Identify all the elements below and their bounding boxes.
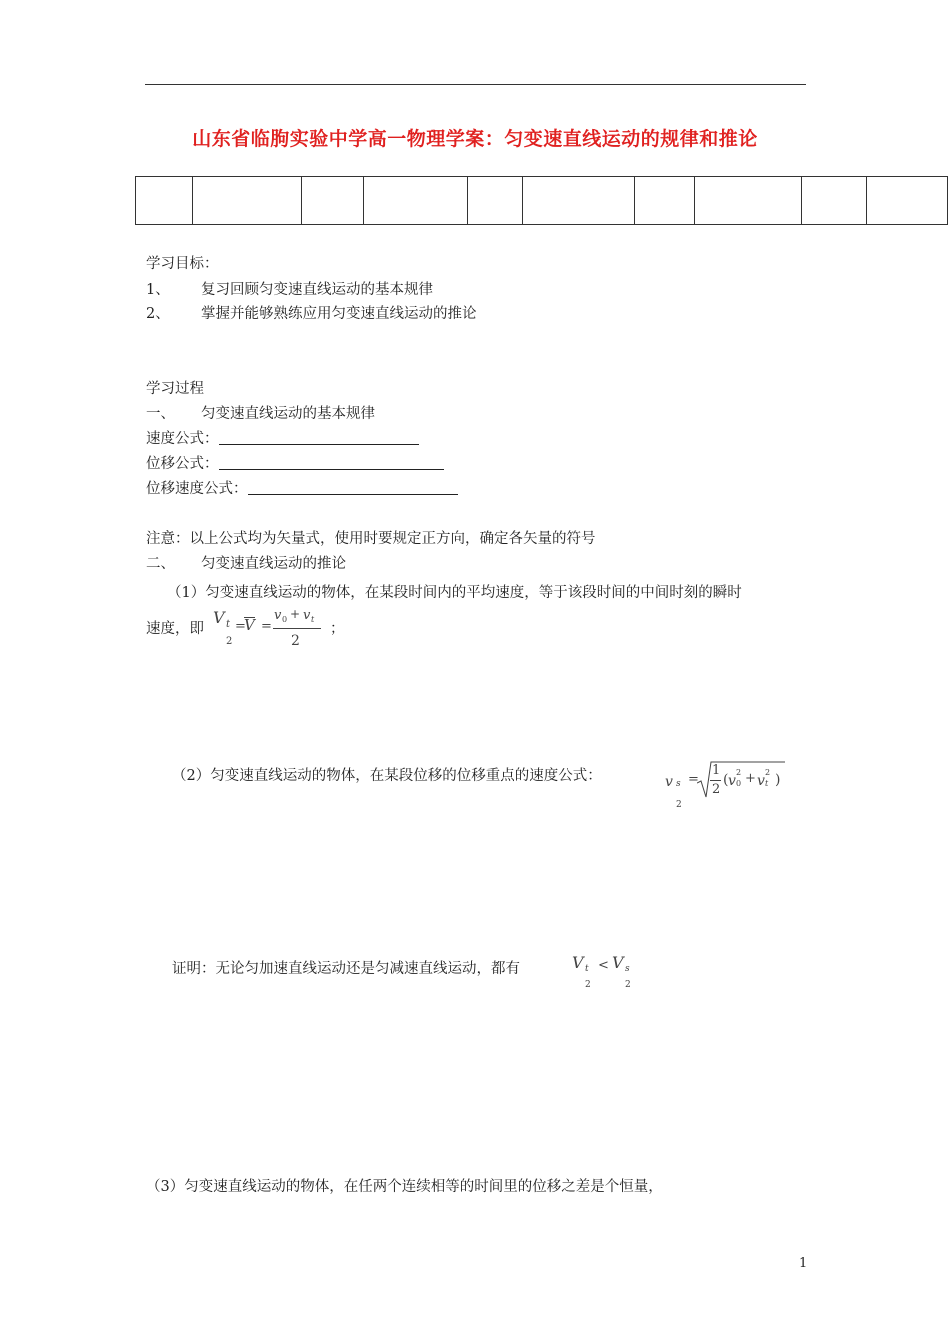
formula-symbol: 2 bbox=[291, 633, 300, 649]
formula-symbol: v bbox=[303, 608, 311, 623]
table-row bbox=[136, 177, 948, 225]
table-cell bbox=[694, 177, 801, 225]
table-cell bbox=[468, 177, 522, 225]
formula-subscript: t bbox=[311, 615, 315, 624]
velocity-formula-label: 速度公式： bbox=[146, 431, 219, 447]
formula-symbol: V bbox=[612, 953, 624, 972]
formula-subscript: 0 bbox=[736, 779, 742, 788]
proof-text: 证明：无论匀加速直线运动还是匀减速直线运动，都有 bbox=[172, 961, 520, 977]
midpoint-velocity-formula bbox=[664, 757, 789, 813]
section-title: 匀变速直线运动的基本规律 bbox=[201, 406, 375, 422]
formula-subscript: s bbox=[625, 964, 630, 974]
formula-subscript: 2 bbox=[585, 980, 591, 990]
formula-symbol: ) bbox=[775, 772, 781, 788]
formula-superscript: 2 bbox=[765, 768, 771, 777]
formula-subscript: t bbox=[765, 779, 769, 788]
formula-subscript: 2 bbox=[625, 980, 631, 990]
formula-symbol: + bbox=[745, 771, 756, 786]
process-heading: 学习过程 bbox=[146, 381, 204, 397]
displacement-formula-label: 位移公式： bbox=[146, 456, 219, 472]
disp-vel-formula-blank[interactable] bbox=[248, 480, 458, 495]
objective-number: 2、 bbox=[146, 306, 170, 322]
item1-label: 速度，即 bbox=[146, 621, 204, 637]
item1-text: （1）匀变速直线运动的物体，在某段时间内的平均速度，等于该段时间的中间时刻的瞬时 bbox=[167, 585, 742, 601]
formula-subscript: s bbox=[676, 779, 681, 789]
table-cell bbox=[136, 177, 193, 225]
section-number: 二、 bbox=[146, 556, 175, 572]
disp-vel-formula-row bbox=[146, 480, 458, 498]
formula-symbol: = bbox=[261, 619, 272, 634]
page-number: 1 bbox=[799, 1256, 808, 1271]
formula-symbol: v bbox=[728, 773, 736, 789]
table-cell bbox=[193, 177, 302, 225]
formula-symbol: ( bbox=[723, 772, 729, 788]
formula-symbol: V bbox=[244, 616, 255, 634]
formula-symbol: V bbox=[213, 608, 225, 627]
objective-number: 1、 bbox=[146, 282, 170, 298]
objectives-heading: 学习目标： bbox=[146, 256, 219, 272]
formula-subscript: t bbox=[585, 964, 589, 974]
table-cell bbox=[364, 177, 468, 225]
formula-symbol: < bbox=[598, 958, 609, 973]
objective-text: 掌握并能够熟练应用匀变速直线运动的推论 bbox=[201, 306, 477, 322]
fraction-bar bbox=[273, 628, 321, 629]
page-title: 山东省临朐实验中学高一物理学案：匀变速直线运动的规律和推论 bbox=[192, 128, 758, 150]
formula-symbol: 1 bbox=[712, 763, 721, 778]
table-cell bbox=[635, 177, 694, 225]
formula-symbol: = bbox=[688, 772, 699, 787]
velocity-comparison-formula bbox=[571, 953, 641, 993]
formula-subscript: 2 bbox=[676, 800, 682, 810]
formula-symbol: V bbox=[572, 953, 584, 972]
formula-subscript: 2 bbox=[226, 636, 233, 647]
header-rule bbox=[145, 84, 806, 85]
item3-text: （3）匀变速直线运动的物体，在任两个连续相等的时间里的位移之差是个恒量， bbox=[146, 1179, 663, 1195]
section-number: 一、 bbox=[146, 406, 175, 422]
displacement-formula-row bbox=[146, 455, 444, 473]
velocity-formula-row bbox=[146, 430, 419, 448]
formula-symbol: v bbox=[665, 774, 673, 790]
formula-symbol: + bbox=[290, 607, 301, 621]
formula-symbol: = bbox=[235, 619, 246, 634]
item2-text: （2）匀变速直线运动的物体，在某段位移的位移重点的速度公式： bbox=[172, 768, 602, 784]
disp-vel-formula-label: 位移速度公式： bbox=[146, 481, 248, 497]
formula-superscript: 2 bbox=[736, 768, 742, 777]
table-cell bbox=[522, 177, 635, 225]
info-table bbox=[135, 176, 948, 225]
table-cell bbox=[866, 177, 947, 225]
fraction-bar bbox=[710, 780, 721, 781]
formula-symbol: v bbox=[757, 773, 765, 789]
section-title: 匀变速直线运动的推论 bbox=[201, 556, 346, 572]
note-text: 注意：以上公式均为矢量式，使用时要规定正方向，确定各矢量的符号 bbox=[146, 531, 596, 547]
objective-text: 复习回顾匀变速直线运动的基本规律 bbox=[201, 282, 433, 298]
formula-subscript: 0 bbox=[282, 615, 288, 624]
formula-symbol: v bbox=[274, 608, 282, 623]
formula-subscript: t bbox=[226, 619, 231, 630]
table-cell bbox=[302, 177, 364, 225]
table-cell bbox=[801, 177, 866, 225]
item1-end: ； bbox=[330, 621, 345, 637]
formula-symbol: 2 bbox=[712, 782, 721, 797]
square-root-sign bbox=[697, 759, 787, 799]
velocity-formula-blank[interactable] bbox=[219, 430, 419, 445]
mean-velocity-formula bbox=[212, 604, 332, 656]
displacement-formula-blank[interactable] bbox=[219, 455, 444, 470]
